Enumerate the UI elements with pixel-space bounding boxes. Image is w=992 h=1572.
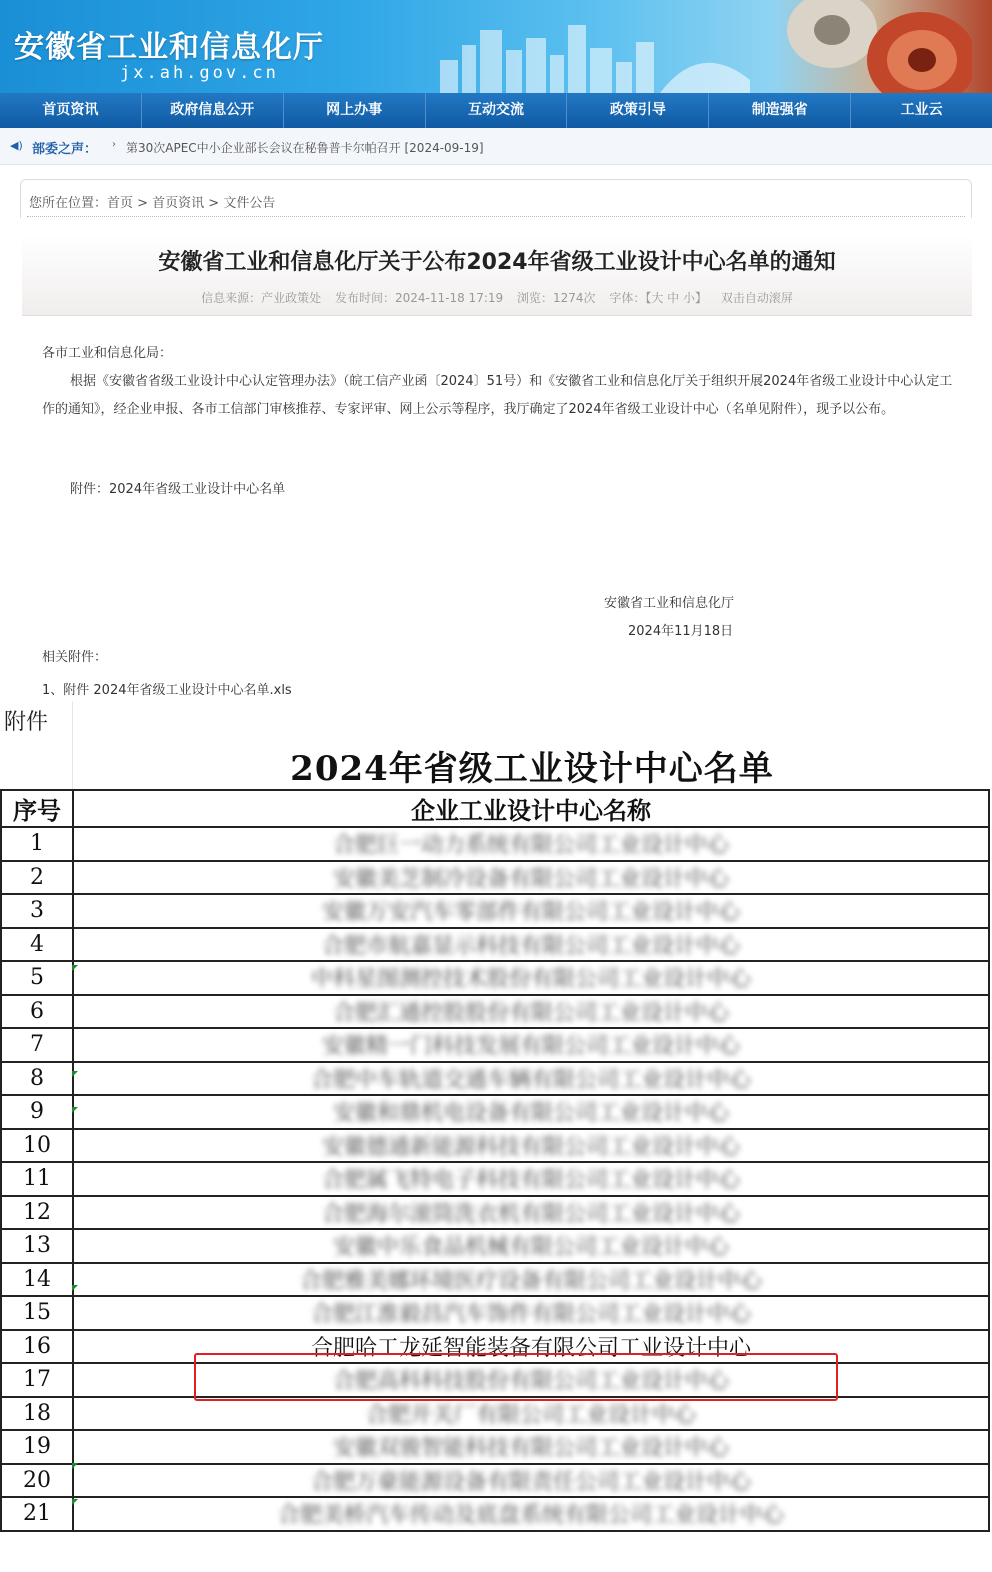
- font-size-switch[interactable]: 字体：【大 中 小】: [609, 291, 707, 305]
- cell-comment-marker: [72, 1107, 78, 1113]
- table-row: [1, 1296, 989, 1330]
- table-row: [1, 1062, 989, 1096]
- nav-industry-cloud[interactable]: 工业云: [900, 102, 943, 118]
- highlight-box: [194, 1353, 838, 1401]
- row-index: 3: [1, 894, 73, 928]
- nav-policy[interactable]: 政策引导: [567, 93, 709, 128]
- meta-views: 浏览：1274次: [516, 291, 596, 305]
- cell-comment-marker: [72, 1285, 78, 1291]
- company-name: 合肥雅美娜环境医疗设备有限公司工业设计中心: [299, 1268, 762, 1294]
- table-row: [1, 1263, 989, 1297]
- arrow-right-icon: ›: [112, 139, 116, 150]
- row-index: 4: [1, 928, 73, 962]
- row-company-name: [73, 1263, 989, 1297]
- row-company-name: [73, 1196, 989, 1230]
- company-name: 合肥中车轨道交通车辆有限公司工业设计中心: [310, 1067, 751, 1093]
- site-domain: jx.ah.gov.cn: [120, 63, 279, 83]
- row-company-name: [73, 827, 989, 861]
- row-company-name: [73, 1229, 989, 1263]
- table-row: [1, 1162, 989, 1196]
- related-file-link[interactable]: 1、附件 2024年省级工业设计中心名单.xls: [42, 683, 292, 698]
- row-index: 11: [1, 1162, 73, 1196]
- attachment-sheet-image: [0, 701, 992, 1572]
- row-index: 8: [1, 1062, 73, 1096]
- row-index: 14: [1, 1263, 73, 1297]
- salutation: 各市工业和信息化局：: [42, 346, 173, 361]
- row-index: 1: [1, 827, 73, 861]
- nav-interaction[interactable]: 互动交流: [426, 93, 568, 128]
- row-index: 2: [1, 861, 73, 895]
- table-row: [1, 1095, 989, 1129]
- speaker-icon: ◀): [10, 139, 23, 152]
- row-company-name: [73, 1028, 989, 1062]
- table-row: [1, 1229, 989, 1263]
- row-index: 7: [1, 1028, 73, 1062]
- row-company-name: [73, 1497, 989, 1531]
- company-name: 中科星图测控技术股份有限公司工业设计中心: [310, 967, 751, 993]
- cell-comment-marker: [72, 1071, 78, 1077]
- table-row: [1, 894, 989, 928]
- main-nav: [0, 93, 992, 128]
- row-company-name: [73, 1062, 989, 1096]
- site-title: 安徽省工业和信息化厅: [14, 30, 324, 65]
- row-company-name: [73, 961, 989, 995]
- col-name-header: 企业工业设计中心名称: [73, 790, 989, 827]
- row-company-name: [73, 1430, 989, 1464]
- company-name: 安徽中乐食品机械有限公司工业设计中心: [332, 1235, 729, 1261]
- table-row: [1, 1397, 989, 1431]
- auto-scroll-toggle[interactable]: 双击自动滚屏: [720, 291, 793, 305]
- attachment-line: 附件：2024年省级工业设计中心名单: [70, 482, 286, 497]
- row-company-name: [73, 995, 989, 1029]
- table-header-row: [1, 790, 989, 827]
- article-meta: [22, 289, 972, 306]
- company-name: 安徽美芝制冷设备有限公司工业设计中心: [332, 866, 729, 892]
- company-name: 合肥汇通控股股份有限公司工业设计中心: [332, 1000, 729, 1026]
- site-header: [0, 0, 992, 93]
- company-name: 合肥海尔滚筒洗衣机有限公司工业设计中心: [321, 1201, 740, 1227]
- table-row: [1, 1464, 989, 1498]
- news-ticker: [0, 128, 992, 165]
- cell-comment-marker: [72, 965, 78, 971]
- nav-gov-info[interactable]: 政府信息公开: [142, 93, 284, 128]
- divider: [27, 216, 965, 217]
- row-company-name: [73, 1162, 989, 1196]
- company-name: 合肥万豪能源设备有限责任公司工业设计中心: [310, 1469, 751, 1495]
- sheet-attachment-label: 附件: [4, 710, 49, 735]
- table-row: [1, 1196, 989, 1230]
- article-paragraph: 根据《安徽省省级工业设计中心认定管理办法》（皖工信产业函〔2024〕51号）和《安徽省工业和信息化厅关于组织开展2024年省级工业设计中心认定工作的通知》，经企业申报、各市工信部门审核推荐、专家评审、网上公示等程序，我厅确定了2024年省级工业设计中心（名单见附件），现予以公布。: [42, 374, 953, 417]
- nav-manufacturing[interactable]: 制造强省: [709, 93, 851, 128]
- article-header: [22, 235, 972, 316]
- cell-comment-marker: [72, 1463, 78, 1469]
- table-row: [1, 1430, 989, 1464]
- highlighted-company-name: 合肥哈工龙延智能装备有限公司工业设计中心: [310, 1335, 751, 1361]
- row-company-name: [73, 1095, 989, 1129]
- company-name: 安徽精一门科技发展有限公司工业设计中心: [321, 1034, 740, 1060]
- meta-source: 信息来源：产业政策处: [201, 291, 322, 305]
- breadcrumb-box: [20, 179, 972, 218]
- company-name: 安徽和鼎机电设备有限公司工业设计中心: [332, 1101, 729, 1127]
- table-row: [1, 961, 989, 995]
- article-body: [42, 340, 954, 424]
- company-name: 合肥市航嘉显示科技有限公司工业设计中心: [321, 933, 740, 959]
- city-skyline-icon: [430, 20, 760, 93]
- sign-date: 2024年11月18日: [628, 624, 734, 639]
- nav-online-service[interactable]: 网上办事: [284, 93, 426, 128]
- ticker-news-link[interactable]: 第30次APEC中小企业部长会议在秘鲁普卡尔帕召开 [2024-09-19]: [126, 141, 484, 155]
- meta-published: 发布时间：2024-11-18 17:19: [335, 291, 504, 305]
- row-index: 20: [1, 1464, 73, 1498]
- row-index: 16: [1, 1330, 73, 1364]
- table-row: [1, 995, 989, 1029]
- company-name: 合肥开关厂有限公司工业设计中心: [365, 1402, 696, 1428]
- row-company-name: [73, 1464, 989, 1498]
- row-company-name: [73, 861, 989, 895]
- row-index: 13: [1, 1229, 73, 1263]
- row-index: 10: [1, 1129, 73, 1163]
- row-index: 5: [1, 961, 73, 995]
- table-row: [1, 1497, 989, 1531]
- sheet-title: 2024年省级工业设计中心名单: [290, 749, 774, 789]
- related-label: 相关附件：: [42, 650, 108, 665]
- row-company-name: [73, 1296, 989, 1330]
- center-list-table: [0, 789, 990, 1532]
- company-name: 合肥高科科技股份有限公司工业设计中心: [332, 1369, 729, 1395]
- table-row: [1, 1028, 989, 1062]
- company-name: 合肥属飞特电子科技有限公司工业设计中心: [321, 1168, 740, 1194]
- col-index-header: 序号: [1, 790, 73, 827]
- company-name: 合肥美桥汽车传动及底盘系统有限公司工业设计中心: [277, 1503, 784, 1529]
- row-company-name: [73, 928, 989, 962]
- row-index: 17: [1, 1363, 73, 1397]
- signature: [604, 590, 734, 646]
- signer: 安徽省工业和信息化厅: [604, 596, 735, 611]
- table-row: [1, 1129, 989, 1163]
- company-name: 合肥巨一动力系统有限公司工业设计中心: [332, 833, 729, 859]
- row-index: 21: [1, 1497, 73, 1531]
- cell-comment-marker: [72, 1499, 78, 1505]
- row-index: 9: [1, 1095, 73, 1129]
- ticker-label: 部委之声：: [32, 142, 98, 157]
- company-name: 安徽万安汽车零部件有限公司工业设计中心: [321, 900, 740, 926]
- row-index: 18: [1, 1397, 73, 1431]
- row-index: 19: [1, 1430, 73, 1464]
- row-index: 12: [1, 1196, 73, 1230]
- row-company-name: [73, 1397, 989, 1431]
- row-index: 6: [1, 995, 73, 1029]
- company-name: 安徽德通新能源科技有限公司工业设计中心: [321, 1134, 740, 1160]
- table-row: [1, 861, 989, 895]
- row-company-name: [73, 894, 989, 928]
- nav-home[interactable]: 首页资讯: [0, 93, 142, 128]
- page-title: 安徽省工业和信息化厅关于公布2024年省级工业设计中心名单的通知: [158, 250, 836, 275]
- breadcrumb[interactable]: 您所在位置：首页 > 首页资讯 > 文件公告: [29, 196, 276, 211]
- company-name: 合肥江淮毅昌汽车饰件有限公司工业设计中心: [310, 1302, 751, 1328]
- steel-coil-icon: [772, 0, 972, 93]
- row-index: 15: [1, 1296, 73, 1330]
- row-company-name: [73, 1129, 989, 1163]
- company-name: 安徽双骏智能科技有限公司工业设计中心: [332, 1436, 729, 1462]
- table-row: [1, 827, 989, 861]
- table-row: [1, 928, 989, 962]
